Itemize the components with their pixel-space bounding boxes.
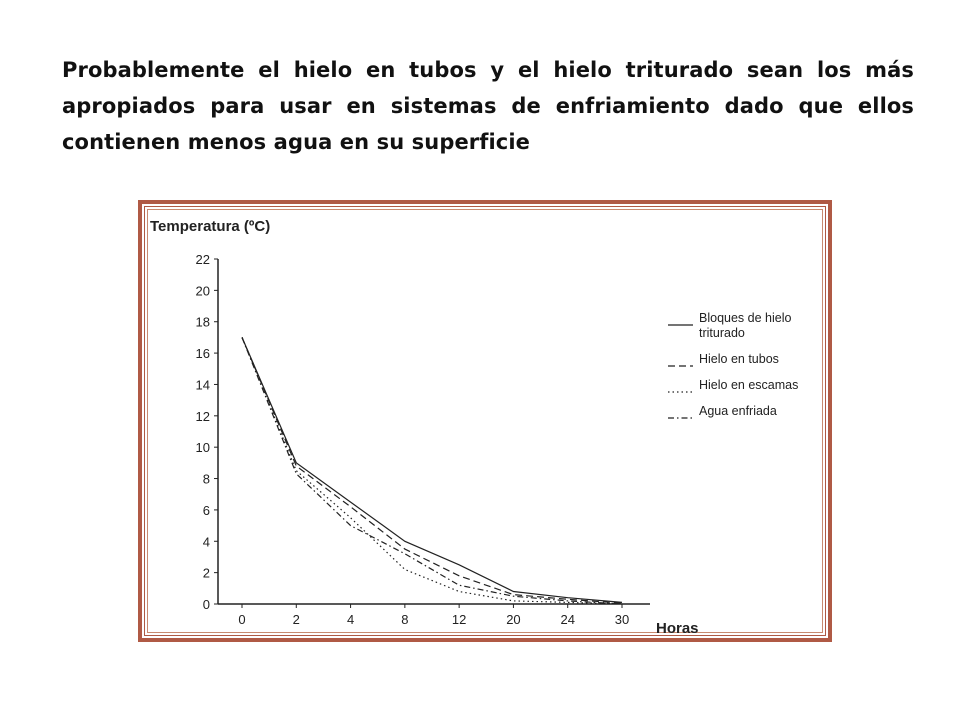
legend-label-2: Hielo en tubos — [699, 352, 779, 366]
series-line-3 — [242, 337, 622, 604]
x-tick-label: 20 — [506, 612, 521, 627]
legend-label-1: Bloques de hielo triturado — [699, 311, 792, 340]
x-axis-label: Horas — [656, 620, 699, 637]
x-tick-label: 0 — [238, 612, 246, 627]
slide-paragraph: Probablemente el hielo en tubos y el hielo triturado sean los más apropiados para usar en sistemas de enfriamiento dado que ellos contienen menos agua en su superficie — [62, 58, 914, 154]
x-tick-label: 24 — [560, 612, 575, 627]
y-tick-label: 10 — [195, 440, 210, 456]
legend-label-4: Agua enfriada — [699, 404, 777, 418]
series-lines — [242, 337, 622, 604]
x-tick-label: 12 — [451, 612, 467, 627]
y-tick-label: 12 — [195, 408, 210, 424]
y-tick-label: 6 — [202, 502, 210, 518]
legend-label-3: Hielo en escamas — [699, 378, 799, 392]
x-ticks — [238, 604, 629, 627]
series-line-2 — [242, 337, 622, 603]
chart-frame — [138, 200, 832, 642]
x-tick-label: 4 — [346, 612, 355, 627]
y-tick-label: 22 — [195, 252, 210, 267]
y-tick-label: 20 — [195, 283, 210, 299]
series-line-1 — [242, 337, 622, 602]
series-line-4 — [242, 337, 622, 604]
x-tick-label: 8 — [401, 612, 409, 627]
x-tick-label: 30 — [614, 612, 630, 627]
y-tick-label: 4 — [202, 534, 210, 550]
line-chart — [142, 204, 828, 638]
y-tick-label: 8 — [202, 471, 210, 487]
y-tick-label: 0 — [202, 597, 210, 612]
y-tick-label: 18 — [195, 314, 210, 330]
y-axis-label: Temperatura (ºC) — [150, 218, 271, 235]
x-tick-label: 2 — [292, 612, 300, 627]
y-ticks — [196, 252, 218, 612]
y-tick-label: 14 — [195, 377, 210, 393]
y-tick-label: 16 — [195, 346, 210, 362]
legend — [668, 311, 798, 418]
y-tick-label: 2 — [202, 565, 210, 581]
